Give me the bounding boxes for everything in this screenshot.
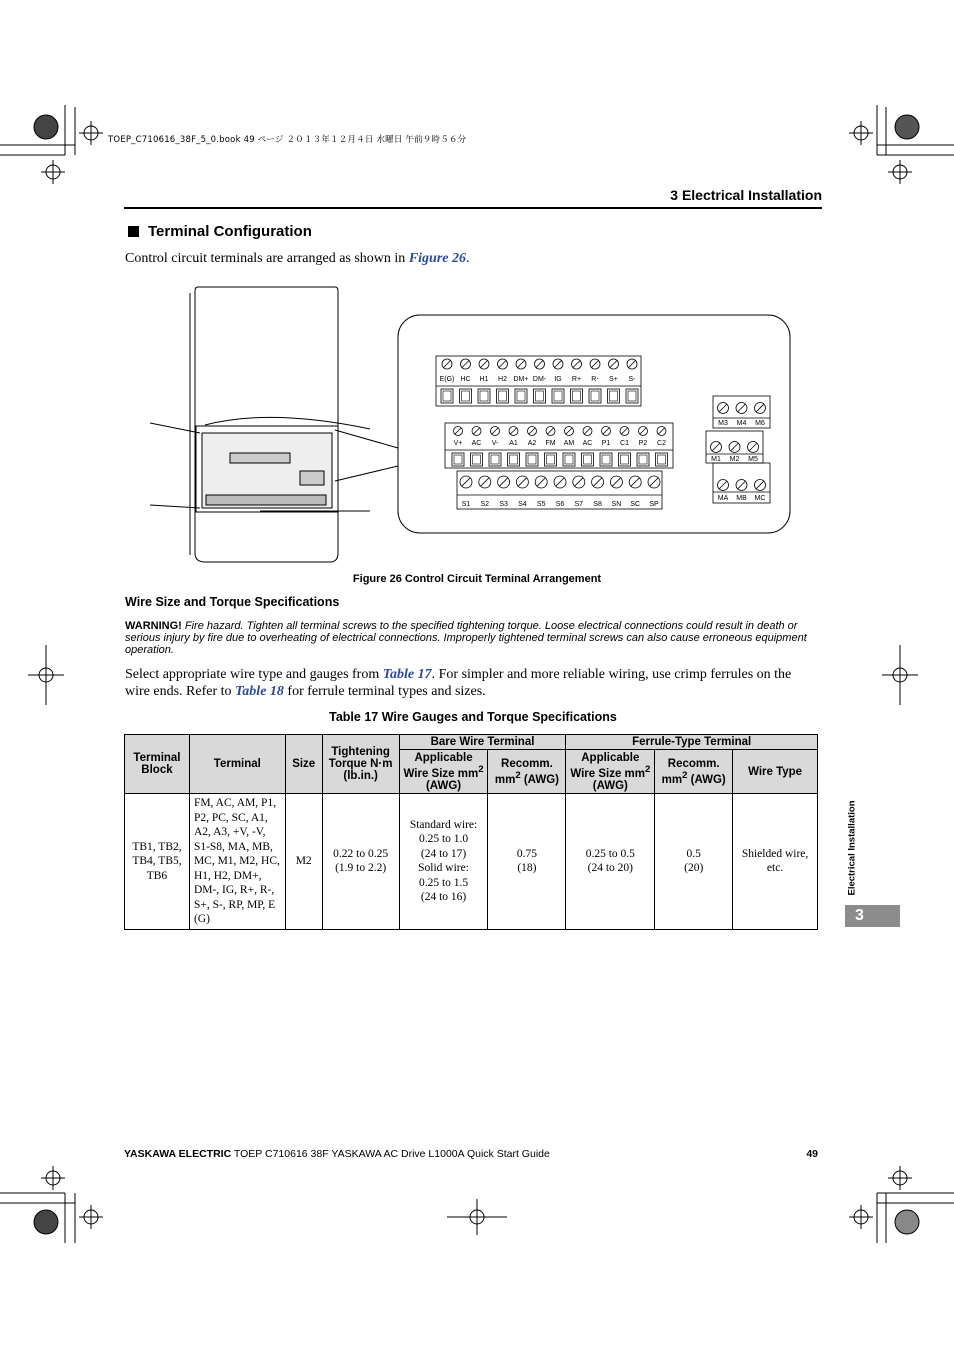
cell-ferrule-applicable	[566, 794, 655, 930]
cell-bare-recomm	[488, 794, 566, 930]
terminal-block-bottom	[457, 471, 662, 509]
terminal-block-top	[436, 356, 641, 406]
terminal-screw-icon	[535, 476, 547, 488]
terminal-clamp-icon	[508, 453, 520, 466]
terminal-clamp-icon	[589, 389, 601, 403]
terminal-screw-icon	[479, 359, 489, 369]
terminal-label: A2	[527, 440, 537, 447]
terminal-clamp-icon	[515, 389, 527, 403]
bare-applicable-label: Applicable Wire Size mm	[403, 751, 479, 780]
terminal-screw-icon	[729, 442, 740, 453]
terminal-clamp-icon	[452, 453, 464, 466]
relay-block-middle	[706, 431, 763, 463]
terminal-screw-icon	[610, 476, 622, 488]
terminal-clamp-icon	[656, 453, 668, 466]
terminal-label: S2	[480, 501, 490, 508]
terminal-label: M4	[736, 420, 747, 427]
terminal-screw-icon	[472, 427, 481, 436]
terminal-clamp-icon	[552, 389, 564, 403]
terminal-clamp-icon	[471, 453, 483, 466]
figure-caption: Figure 26 Control Circuit Terminal Arrangement	[352, 573, 602, 585]
table-caption: Table 17 Wire Gauges and Torque Specifications	[329, 710, 617, 724]
terminal-figure	[150, 283, 800, 568]
intro-text: Control circuit terminals are arranged as shown in	[125, 251, 409, 266]
warning-paragraph	[125, 620, 815, 656]
superscript: 2	[478, 763, 484, 775]
terminal-clamp-icon	[619, 453, 631, 466]
terminal-screw-icon	[639, 427, 648, 436]
terminal-screw-icon	[711, 442, 722, 453]
relay-block-top	[713, 396, 770, 428]
terminal-label: MB	[736, 495, 747, 502]
header-ferrule-recomm	[655, 750, 733, 794]
bare-applicable-awg: (AWG)	[425, 779, 462, 792]
torque-value: 0.22 to 0.25	[333, 847, 389, 860]
terminal-screw-icon	[516, 476, 528, 488]
terminal-clamp-icon	[497, 389, 509, 403]
header-size: Size	[285, 735, 322, 794]
terminal-label: S1	[461, 501, 471, 508]
header-wire-type: Wire Type	[733, 750, 818, 794]
terminal-screw-icon	[590, 359, 600, 369]
terminal-label: SN	[611, 501, 622, 508]
ferrule-applicable-label: Applicable Wire Size mm	[570, 751, 645, 780]
terminal-screw-icon	[516, 359, 526, 369]
terminal-screw-icon	[442, 359, 452, 369]
intro-paragraph	[125, 250, 825, 267]
drive-body	[150, 287, 398, 562]
terminal-screw-icon	[627, 359, 637, 369]
terminal-clamp-icon	[626, 389, 638, 403]
terminal-screw-icon	[748, 442, 759, 453]
terminal-label: M2	[729, 456, 740, 463]
ferrule-recomm-value: 0.5	[686, 847, 701, 860]
intro-text-end: .	[466, 251, 470, 266]
terminal-label: S8	[593, 501, 602, 508]
relay-block-bottom	[713, 463, 770, 503]
header-bare-recomm	[488, 750, 566, 794]
superscript: 2	[515, 769, 521, 781]
terminal-clamp-icon	[441, 389, 453, 403]
terminal-clamp-icon	[460, 389, 472, 403]
select-text-3: for ferrule terminal types and sizes.	[283, 684, 486, 699]
bare-recomm-label: Recomm. mm	[494, 757, 553, 786]
terminal-label: S6	[555, 501, 565, 508]
header-terminal: Terminal	[189, 735, 285, 794]
terminal-label: HC	[460, 376, 471, 383]
bare-applicable-line: 0.25 to 1.5	[418, 876, 469, 889]
terminal-clamp-icon	[637, 453, 649, 466]
print-metadata: TOEP_C710616_38F_5_0.book 49 ページ ２０１３年１２月４日 水曜日 午前９時５６分	[108, 135, 467, 145]
terminal-screw-icon	[718, 480, 729, 491]
terminal-clamp-icon	[489, 453, 501, 466]
terminal-label: S3	[499, 501, 508, 508]
header-terminal-block: Terminal Block	[125, 735, 190, 794]
terminal-screw-icon	[572, 359, 582, 369]
terminal-label: S4	[518, 501, 527, 508]
chapter-tab[interactable]: 3	[845, 905, 900, 927]
torque-value-lbin: (1.9 to 2.2)	[335, 862, 387, 875]
wire-gauge-table	[124, 734, 818, 930]
footer	[124, 1148, 550, 1160]
terminal-screw-icon	[736, 403, 747, 414]
terminal-label: H1	[479, 376, 489, 383]
terminal-label: AC	[471, 440, 482, 447]
terminal-block-middle	[445, 423, 673, 468]
ferrule-applicable-awg-value: (24 to 20)	[587, 862, 633, 875]
terminal-label: E(G)	[439, 376, 455, 383]
terminal-clamp-icon	[600, 453, 612, 466]
terminal-label: M1	[711, 456, 721, 463]
terminal-label: MA	[717, 495, 729, 502]
footer-text: TOEP C710616 38F YASKAWA AC Drive L1000A Quick Start Guide	[231, 1148, 550, 1160]
terminal-screw-icon	[609, 359, 619, 369]
page-number: 49	[806, 1148, 818, 1160]
terminal-label: FM	[545, 440, 556, 447]
terminal-label: C2	[657, 440, 666, 447]
cell-ferrule-recomm	[655, 794, 733, 930]
terminal-screw-icon	[629, 476, 641, 488]
terminal-label: MC	[754, 495, 766, 502]
header-rule	[124, 207, 822, 209]
terminal-screw-icon	[460, 476, 472, 488]
terminal-screw-icon	[583, 427, 592, 436]
ferrule-recomm-awg: (AWG)	[687, 773, 726, 786]
terminal-label: P2	[638, 440, 648, 447]
terminal-clamp-icon	[478, 389, 490, 403]
superscript: 2	[644, 763, 651, 775]
cell-terminal-block: TB1, TB2, TB4, TB5, TB6	[125, 794, 190, 930]
terminal-label: S-	[628, 376, 636, 383]
table-17-link[interactable]: Table 17	[382, 667, 432, 682]
select-paragraph	[125, 666, 817, 700]
select-text-1: Select appropriate wire type and gauges from	[125, 667, 383, 682]
terminal-clamp-icon	[608, 389, 620, 403]
bare-recomm-awg-value: (18)	[517, 862, 537, 875]
terminal-screw-icon	[648, 476, 660, 488]
section-title-text: Terminal Configuration	[148, 223, 312, 240]
terminal-screw-icon	[755, 403, 766, 414]
terminal-label: S7	[574, 501, 584, 508]
terminal-screw-icon	[528, 427, 537, 436]
terminal-label: DM-	[532, 376, 547, 383]
terminal-screw-icon	[498, 359, 508, 369]
terminal-label: H2	[498, 376, 507, 383]
figure-26-link[interactable]: Figure 26	[408, 251, 466, 266]
terminal-label: DM+	[513, 376, 529, 383]
ferrule-applicable-awg: (AWG)	[592, 779, 628, 792]
table-18-link[interactable]: Table 18	[235, 684, 284, 699]
terminal-screw-icon	[479, 476, 491, 488]
terminal-screw-icon	[491, 427, 500, 436]
terminal-label: SC	[630, 501, 641, 508]
table-row	[125, 794, 818, 930]
terminal-screw-icon	[620, 427, 629, 436]
bare-recomm-awg: (AWG)	[520, 773, 559, 786]
terminal-label: M5	[748, 456, 758, 463]
bare-recomm-value: 0.75	[516, 847, 537, 860]
terminal-screw-icon	[592, 476, 604, 488]
terminal-label: IG	[554, 376, 562, 383]
side-tab-label	[845, 798, 859, 898]
footer-brand: YASKAWA ELECTRIC	[124, 1148, 232, 1160]
terminal-label: M3	[718, 420, 728, 427]
terminal-screw-icon	[553, 359, 563, 369]
terminal-screw-icon	[573, 476, 585, 488]
terminal-screw-icon	[657, 427, 666, 436]
terminal-clamp-icon	[534, 389, 546, 403]
terminal-label: V-	[491, 440, 499, 447]
side-tab-text: Electrical Installation	[846, 800, 858, 896]
chapter-header: 3 Electrical Installation	[670, 187, 822, 203]
terminal-clamp-icon	[526, 453, 538, 466]
terminal-clamp-icon	[571, 389, 583, 403]
terminal-label: S+	[609, 376, 618, 383]
cell-size: M2	[285, 794, 322, 930]
cell-torque	[322, 794, 399, 930]
select-text-2: . For simpler and more reliable wiring, use crimp ferrules on the wire ends. Refer to	[125, 667, 792, 699]
terminal-screw-icon	[554, 476, 566, 488]
terminal-label: S5	[536, 501, 546, 508]
bare-applicable-line: 0.25 to 1.0	[418, 833, 469, 846]
terminal-label: R+	[571, 376, 582, 383]
section-title	[128, 223, 312, 240]
ferrule-recomm-label: Recomm. mm	[661, 757, 720, 786]
ferrule-applicable-value: 0.25 to 0.5	[585, 847, 635, 860]
terminal-clamp-icon	[582, 453, 594, 466]
terminal-screw-icon	[461, 359, 471, 369]
terminal-screw-icon	[546, 427, 555, 436]
terminal-label: AM	[563, 440, 575, 447]
bare-applicable-line: Standard wire:	[409, 818, 478, 831]
header-torque: Tightening Torque N·m (lb.in.)	[322, 735, 399, 794]
table-header-row-1	[125, 735, 818, 750]
header-ferrule-applicable	[566, 750, 655, 794]
cell-wire-type: Shielded wire, etc.	[733, 794, 818, 930]
header-bare-applicable	[399, 750, 488, 794]
header-bare-wire: Bare Wire Terminal	[399, 735, 566, 750]
cell-terminal: FM, AC, AM, P1, P2, PC, SC, A1, A2, A3, +V, -V, S1-S8, MA, MB, MC, M1, M2, HC, H1, H2, DM+, DM-, IG, R+, R-, S+, S-, RP, MP, E (G)	[189, 794, 285, 930]
terminal-screw-icon	[454, 427, 463, 436]
ferrule-recomm-awg-value: (20)	[684, 862, 704, 875]
terminal-label: AC	[582, 440, 593, 447]
warning-text: Fire hazard. Tighten all terminal screws to the specified tightening torque. Loose electrical connections could result in death or serious injury by fire due to overheating of electrical connections. Improperly tightened terminal screws can also cause erroneous equipment operation.	[125, 620, 807, 656]
terminal-screw-icon	[565, 427, 574, 436]
terminal-screw-icon	[602, 427, 611, 436]
superscript: 2	[682, 769, 688, 781]
terminal-clamp-icon	[563, 453, 575, 466]
bare-applicable-line: (24 to 16)	[420, 891, 467, 904]
terminal-screw-icon	[718, 403, 729, 414]
cell-bare-applicable	[399, 794, 488, 930]
bare-applicable-line: (24 to 17)	[420, 847, 467, 860]
terminal-screw-icon	[535, 359, 545, 369]
terminal-label: A1	[509, 440, 518, 447]
terminal-screw-icon	[736, 480, 747, 491]
terminal-screw-icon	[509, 427, 518, 436]
header-ferrule: Ferrule-Type Terminal	[566, 735, 818, 750]
terminal-label: C1	[620, 440, 629, 447]
terminal-label: V+	[453, 440, 463, 447]
terminal-label: P1	[601, 440, 611, 447]
warning-label: WARNING!	[125, 620, 182, 632]
bare-applicable-line: Solid wire:	[418, 862, 469, 875]
terminal-screw-icon	[755, 480, 766, 491]
bullet-square-icon	[128, 226, 139, 237]
terminal-label: SP	[649, 501, 659, 508]
terminal-clamp-icon	[545, 453, 557, 466]
terminal-label: R-	[591, 376, 599, 383]
terminal-label: M6	[755, 420, 765, 427]
subheading: Wire Size and Torque Specifications	[125, 595, 340, 609]
terminal-screw-icon	[498, 476, 510, 488]
